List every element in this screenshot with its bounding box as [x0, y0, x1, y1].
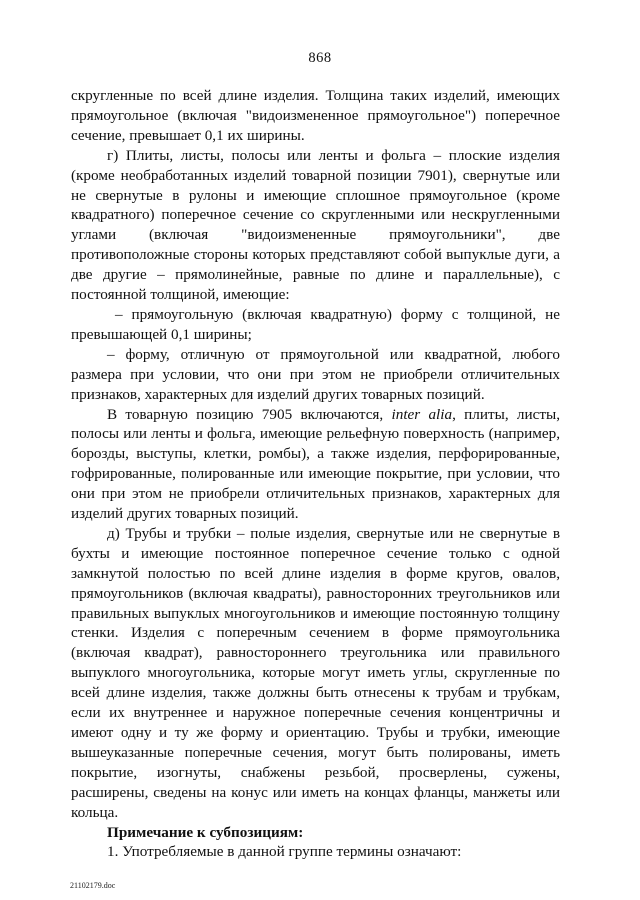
subheading-note: Примечание к субпозициям: — [107, 823, 304, 841]
paragraph-plates-sheets: г) Плиты, листы, полосы или ленты и фольга – плоские изделия (кроме необработанных изделий товарной позиции 7901), свернутые или не свернутые в рулоны и имеющие сплошное прямоугольное (кроме квадратного) поперечное сечение со скругленными или нескругленными углами (включая "видоизмененные прямоугольники", две противоположные стороны которых представляют собой выпуклые дуги, а две другие – прямолинейные, равные по длине и параллельные), с постоянной толщиной, имеющие: — [71, 146, 560, 304]
list-item-rectangular-form: – прямоугольную (включая квадратную) форму с толщиной, не превышающей 0,1 ширины; — [71, 305, 560, 343]
italic-term: inter alia — [391, 405, 453, 423]
paragraph-tubes-pipes: д) Трубы и трубки – полые изделия, свернутые или не свернутые в бухты и имеющие постоянное поперечное сечение только с одной замкнутой полостью по всей длине изделия в форме кругов, овалов, прямоугольников (включая квадраты), равносторонних треугольников или правильных выпуклых многоугольников и имеющие постоянную толщину стенки. Изделия с поперечным сечением в форме прямоугольника (включая квадрат), равностороннего треугольника или правильного выпуклого многоугольника, которые могут иметь углы, скругленные по всей длине изделия, также должны быть отнесены к трубам и трубкам, если их внутреннее и наружное поперечные сечения концентричны и имеют одну и ту же форму и ориентацию. Трубы и трубки, имеющие вышеуказанные поперечные сечения, могут быть полированы, иметь покрытие, изогнуты, снабжены резьбой, просверлены, сужены, расширены, сведены на конус или иметь на концах фланцы, манжеты или кольца. — [71, 524, 560, 821]
text-segment: , плиты, листы, полосы или ленты и фольга, имеющие рельефную поверхность (например, борозды, выступы, клетки, ромбы), а также изделия, перфорированные, гофрированные, полированные или имеющие покрытие, при условии, что они при этом не приобрели отличительных признаков, характерных для изделий других товарных позиций. — [71, 405, 560, 523]
document-body — [71, 86, 560, 862]
list-item-other-form: – форму, отличную от прямоугольной или квадратной, любого размера при условии, что они при этом не приобрели отличительных признаков, характерных для изделий других товарных позиций. — [71, 345, 560, 403]
page-number: 868 — [308, 50, 332, 66]
paragraph-continuation: скругленные по всей длине изделия. Толщина таких изделий, имеющих прямоугольное (включая "видоизмененное прямоугольное") поперечное сечение, превышает 0,1 их ширины. — [71, 87, 560, 144]
paragraph-heading-7905 — [71, 405, 560, 524]
footer-filename: 21102179.doc — [70, 881, 116, 890]
paragraph-terms-intro: 1. Употребляемые в данной группе термины означают: — [107, 843, 462, 861]
text-segment: В товарную позицию 7905 включаются, — [107, 405, 392, 423]
